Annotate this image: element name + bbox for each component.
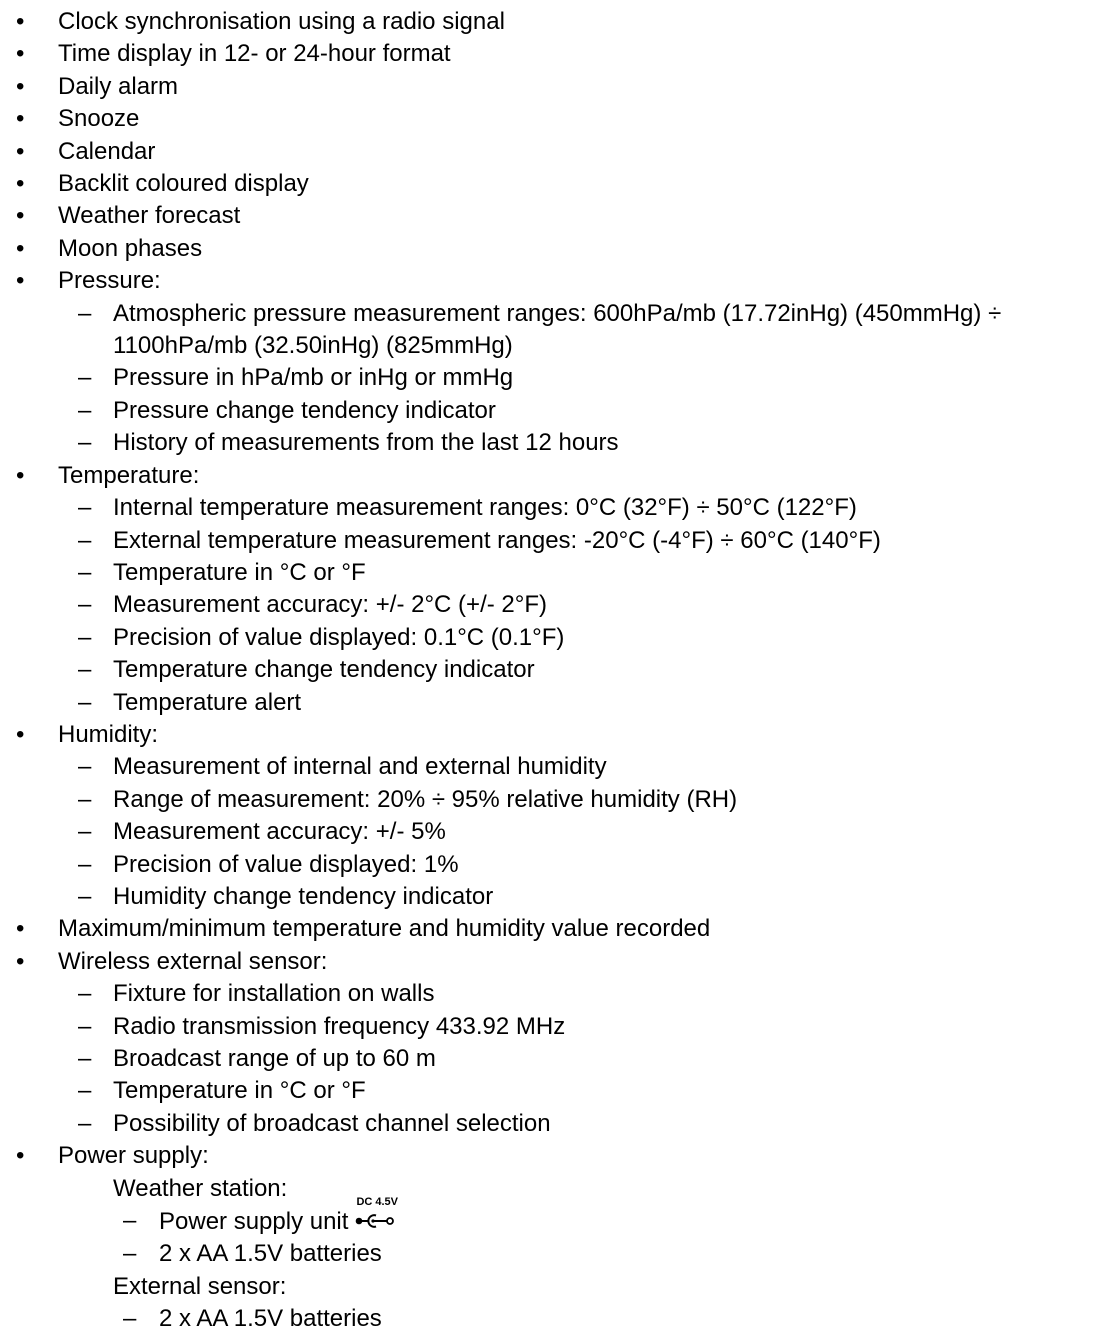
sub-item: [0, 492, 1104, 524]
sub-item-text: History of measurements from the last 12 hours: [113, 429, 619, 457]
sub-item: [0, 654, 1104, 686]
sub-item-text: Measurement accuracy: +/- 2°C (+/- 2°F): [113, 591, 547, 619]
list-item: [0, 233, 1104, 265]
item-text: Time display in 12- or 24-hour format: [58, 40, 451, 68]
sub-item-text: Atmospheric pressure measurement ranges: 600hPa/mb (17.72inHg) (450mmHg) ÷ 1100hPa/mb (32.50inHg) (825mmHg): [113, 299, 1002, 360]
item-text: Humidity:: [58, 720, 159, 748]
list-item: [0, 71, 1104, 103]
sub-item-text: Temperature change tendency indicator: [113, 656, 535, 684]
sub-item-text: 2 x AA 1.5V batteries: [159, 1240, 382, 1268]
dash: –: [78, 656, 92, 684]
dash: –: [78, 429, 92, 457]
dash: –: [78, 1077, 92, 1105]
list-item-temperature: [0, 460, 1104, 492]
item-text: Maximum/minimum temperature and humidity value recorded: [58, 915, 711, 943]
bullet: •: [16, 947, 25, 975]
dash: –: [78, 1045, 92, 1072]
dash: –: [123, 1207, 137, 1235]
dash: –: [78, 850, 92, 878]
dash: –: [78, 396, 92, 424]
dash: –: [78, 1012, 92, 1040]
dash: –: [123, 1240, 137, 1268]
bullet: •: [16, 461, 25, 489]
sub-item-text: 2 x AA 1.5V batteries: [159, 1305, 382, 1333]
sub-item: [0, 1043, 1104, 1075]
sub-item: [0, 816, 1104, 848]
item-text: Snooze: [58, 105, 140, 133]
item-text: Power supply:: [58, 1142, 209, 1170]
sub-item-text: Power supply unit: [159, 1208, 349, 1236]
dash: –: [78, 688, 92, 716]
sub-item-text: Radio transmission frequency 433.92 MHz: [113, 1012, 566, 1040]
item-text: Clock synchronisation using a radio signal: [58, 8, 505, 35]
sub-item: [0, 1108, 1104, 1140]
sub-item: [0, 751, 1104, 783]
dash: –: [78, 591, 92, 619]
dc-polarity-symbol: [354, 1213, 396, 1229]
list-item: [0, 6, 1104, 38]
item-text: Wireless external sensor:: [58, 947, 328, 975]
sub-item: [0, 622, 1104, 654]
sub-item: [0, 881, 1104, 913]
dash: –: [78, 494, 92, 522]
dash: –: [78, 980, 92, 1008]
list-item: [0, 38, 1104, 70]
list-item: [0, 103, 1104, 135]
sub-item-text: Pressure change tendency indicator: [113, 396, 496, 424]
sub-item: [0, 298, 1104, 363]
bullet: •: [16, 105, 25, 133]
dc-voltage-label: DC 4.5V: [356, 1196, 399, 1209]
bullet: •: [16, 1142, 25, 1170]
power-group-label: External sensor:: [113, 1272, 287, 1300]
sub-item: [0, 362, 1104, 394]
item-text: Temperature:: [58, 461, 200, 489]
sub-item: [0, 395, 1104, 427]
sub-item-text: Humidity change tendency indicator: [113, 882, 494, 910]
sub-item-text: Possibility of broadcast channel selection: [113, 1109, 551, 1137]
bullet: •: [16, 170, 25, 198]
bullet: •: [16, 202, 25, 230]
item-text: Pressure:: [58, 267, 161, 295]
sub-item-text: Fixture for installation on walls: [113, 980, 435, 1008]
bullet: •: [16, 234, 25, 262]
sub-item: [0, 978, 1104, 1010]
bullet: •: [16, 40, 25, 68]
sub-item-text: Pressure in hPa/mb or inHg or mmHg: [113, 364, 514, 392]
bullet: •: [16, 137, 25, 165]
sub-item-text: Temperature alert: [113, 688, 302, 716]
item-text: Daily alarm: [58, 72, 179, 100]
dash: –: [78, 623, 92, 651]
sub-item: [0, 1075, 1104, 1107]
list-item: [0, 168, 1104, 200]
sub-item: [0, 849, 1104, 881]
list-item-pressure: [0, 265, 1104, 297]
sub-item: [0, 525, 1104, 557]
sub-item: [0, 1238, 1104, 1270]
list-item: [0, 200, 1104, 232]
dash: –: [78, 364, 92, 392]
sub-item: [0, 427, 1104, 459]
bullet: •: [16, 72, 25, 100]
sub-item: [0, 557, 1104, 589]
sub-item: [0, 589, 1104, 621]
item-text: Weather forecast: [58, 202, 241, 230]
dc-polarity-icon: [354, 1196, 399, 1231]
list-item-humidity: [0, 719, 1104, 751]
sub-item-text: Temperature in °C or °F: [113, 1077, 366, 1105]
item-text: Moon phases: [58, 234, 203, 262]
bullet: •: [16, 720, 25, 748]
sub-item-text: Broadcast range of up to 60 m: [113, 1045, 436, 1072]
dash: –: [78, 818, 92, 846]
sub-item-text: External temperature measurement ranges: -20°C (-4°F) ÷ 60°C (140°F): [113, 526, 881, 554]
dash: –: [78, 526, 92, 554]
power-group-label: Weather station:: [113, 1174, 288, 1202]
sub-item-text: Temperature in °C or °F: [113, 558, 366, 586]
dash: –: [78, 785, 92, 813]
sub-item: [0, 1303, 1104, 1335]
sub-item: [0, 784, 1104, 816]
sub-item-text: Precision of value displayed: 1%: [113, 850, 459, 878]
sub-item-text: Range of measurement: 20% ÷ 95% relative humidity (RH): [113, 785, 738, 813]
sub-item: [0, 1196, 1104, 1238]
sub-item: [0, 1011, 1104, 1043]
dash: –: [78, 299, 92, 327]
bullet: •: [16, 915, 25, 943]
list-item-wireless-sensor: [0, 946, 1104, 978]
dash: –: [78, 1109, 92, 1137]
sub-item-text: Precision of value displayed: 0.1°C (0.1°F): [113, 623, 565, 651]
item-text: Calendar: [58, 137, 156, 165]
item-text: Backlit coloured display: [58, 170, 309, 198]
bullet: •: [16, 8, 25, 35]
dash: –: [123, 1305, 137, 1333]
list-item: [0, 136, 1104, 168]
sub-item-text: Internal temperature measurement ranges: 0°C (32°F) ÷ 50°C (122°F): [113, 494, 857, 522]
list-item: [0, 913, 1104, 945]
list-item-power-supply: [0, 1140, 1104, 1172]
sub-item: [0, 687, 1104, 719]
dash: –: [78, 558, 92, 586]
dash: –: [78, 753, 92, 781]
spec-document: [0, 6, 1104, 1336]
dash: –: [78, 882, 92, 910]
sub-item-text: Measurement of internal and external humidity: [113, 753, 607, 781]
sub-item-text: Measurement accuracy: +/- 5%: [113, 818, 446, 846]
bullet: •: [16, 267, 25, 295]
